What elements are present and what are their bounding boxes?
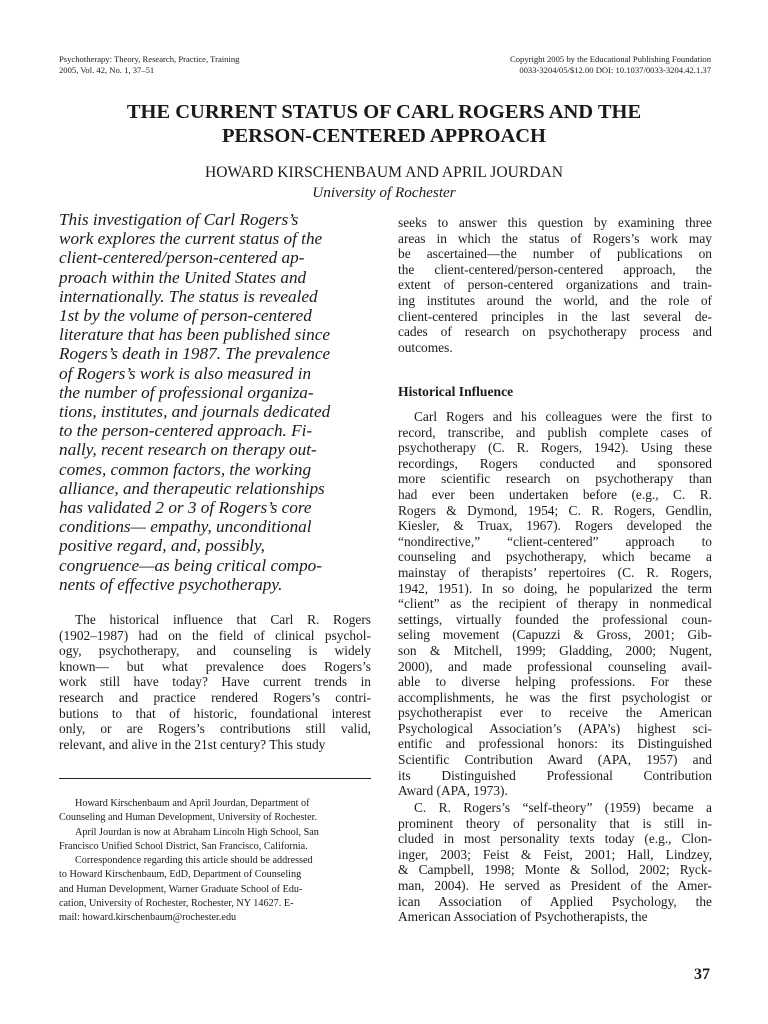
historical-paragraph-1: [398, 409, 712, 799]
text-line: 2000), and made professional counseling avail-: [398, 658, 712, 674]
text-line: son & Mitchell, 1999; Gladding, 2000; Nugent,: [398, 642, 712, 658]
text-line: The historical influence that Carl R. Rogers: [75, 612, 371, 627]
text-line: literature that has been published since: [59, 325, 330, 345]
text-line: comes, common factors, the working: [59, 459, 312, 479]
text-line: “client” as the recipient of therapy in nonmedical: [398, 596, 712, 612]
text-line: be ascertained—the number of publications on: [398, 246, 712, 262]
journal-citation: [59, 54, 239, 75]
text-line: positive regard, and, possibly,: [59, 536, 265, 556]
text-line: able to diverse helping professions. For these: [398, 674, 712, 690]
historical-paragraph-2: [398, 800, 712, 925]
text-line: to the person-centered approach. Fi-: [59, 421, 313, 441]
text-line: 1st by the volume of person-centered: [59, 306, 312, 326]
text-line: (1902–1987) had on the field of clinical psychol-: [59, 627, 371, 643]
text-line: ogy, psychotherapy, and counseling is widely: [59, 643, 371, 659]
text-line: psychotherapist ever to receive the American: [398, 705, 712, 721]
text-line: and Human Development, Warner Graduate School of Edu-: [59, 883, 303, 895]
text-line: research and practice rendered Rogers’s contri-: [59, 689, 371, 705]
text-line: conditions— empathy, unconditional: [59, 517, 312, 537]
intro-continuation: [398, 215, 712, 355]
text-line: Carl Rogers and his colleagues were the first to: [414, 409, 712, 424]
text-line: Award (APA, 1973).: [398, 783, 508, 799]
text-line: congruence—as being critical compo-: [59, 555, 322, 575]
text-line: alliance, and therapeutic relationships: [59, 478, 325, 498]
text-line: Kiesler, & Truax, 1967). Rogers developed the: [398, 518, 712, 534]
text-line: work still have today? Have current trends in: [59, 674, 371, 690]
text-line: relevant, and alive in the 21st century? This study: [59, 736, 326, 752]
text-line: settings, virtually founded the professional coun-: [398, 611, 712, 627]
text-line: cades of research on psychotherapy process and: [398, 324, 712, 340]
author-footnotes: [59, 797, 373, 926]
text-line: areas in which the status of Rogers’s work may: [398, 230, 712, 246]
affiliation: University of Rochester: [312, 184, 456, 201]
text-line: “nondirective,” “client-centered” approach to: [398, 533, 712, 549]
section-heading: Historical Influence: [398, 384, 514, 399]
text-line: seling movement (Capuzzi & Gross, 2001; Gib-: [398, 627, 712, 643]
text-line: man, 2004). He served as President of the Amer-: [398, 877, 712, 893]
text-line: inger, 2003; Feist & Feist, 2001; Hall, Lindzey,: [398, 846, 712, 862]
text-line: prominent theory of personality that is still in-: [398, 815, 712, 831]
text-line: seeks to answer this question by examining three: [398, 215, 712, 230]
text-line: to Howard Kirschenbaum, EdD, Department of Counseling: [59, 869, 302, 881]
text-line: & Campbell, 1998; Monte & Sollod, 2002; Ryck-: [398, 862, 712, 878]
text-line: mail: howard.kirschenbaum@rochester.edu: [59, 912, 237, 924]
text-line: nally, recent research on therapy out-: [59, 440, 317, 460]
text-line: Correspondence regarding this article should be addressed: [75, 855, 313, 867]
text-line: outcomes.: [398, 339, 453, 355]
text-line: extent of person-centered organizations and train-: [398, 277, 712, 293]
text-line: work explores the current status of the: [59, 229, 323, 249]
doi-line: 0033-3204/05/$12.00 DOI: 10.1037/0033-3204.42.1.37: [519, 64, 711, 75]
page-number: 37: [694, 966, 710, 983]
text-line: the number of professional organiza-: [59, 382, 314, 402]
text-line: client-centered/person-centered ap-: [59, 248, 305, 268]
copyright-line: Copyright 2005 by the Educational Publishing Foundation: [510, 54, 711, 64]
text-line: C. R. Rogers’s “self-theory” (1959) became a: [414, 800, 712, 815]
text-line: the client-centered/person-centered approach, the: [398, 261, 712, 277]
text-line: recordings, Rogers conducted and sponsored: [398, 455, 712, 471]
journal-name: Psychotherapy: Theory, Research, Practice, Training: [59, 54, 240, 64]
text-line: Howard Kirschenbaum and April Jourdan, Department of: [75, 798, 310, 809]
text-line: more scientific research on psychotherapy than: [398, 471, 712, 487]
text-line: Francisco Unified School District, San Francisco, California.: [59, 840, 308, 852]
abstract: [59, 210, 371, 594]
footnote-rule: [59, 778, 371, 779]
text-line: Counseling and Human Development, University of Rochester.: [59, 812, 318, 824]
text-line: entific and professional honors: its Distinguished: [398, 736, 712, 752]
title-line: THE CURRENT STATUS OF CARL ROGERS AND THE: [126, 101, 642, 123]
text-line: cation, University of Rochester, Rochester, NY 14627. E-: [59, 898, 294, 910]
text-line: proach within the United States and: [59, 267, 307, 287]
text-line: known— but what prevalence does Rogers’s: [59, 658, 371, 674]
article-title: [40, 100, 728, 148]
journal-volume: 2005, Vol. 42, No. 1, 37–51: [59, 64, 155, 75]
text-line: cluded in most personality texts today (e.g., Clon-: [398, 831, 712, 847]
text-line: ican Association of Applied Psychology, the: [398, 893, 712, 909]
text-line: Rogers’s death in 1987. The prevalence: [59, 344, 331, 364]
text-line: April Jourdan is now at Abraham Lincoln High School, San: [75, 826, 319, 838]
text-line: This investigation of Carl Rogers’s: [59, 210, 299, 229]
text-line: client-centered principles in the last several de-: [398, 308, 712, 324]
text-line: nents of effective psychotherapy.: [59, 574, 283, 594]
text-line: had ever been undertaken before (e.g., C. R.: [398, 486, 712, 502]
text-line: tions, institutes, and journals dedicated: [59, 402, 331, 422]
text-line: Psychological Association’s (APA’s) highest sci-: [398, 720, 712, 736]
text-line: its Distinguished Professional Contribution: [398, 767, 712, 783]
text-line: psychotherapy (C. R. Rogers, 1942). Using these: [398, 440, 712, 456]
text-line: American Association of Psychotherapists, the: [398, 909, 648, 925]
text-line: only, or are Rogers’s contributions still valid,: [59, 721, 371, 737]
text-line: has validated 2 or 3 of Rogers’s core: [59, 498, 312, 518]
intro-paragraph: [59, 612, 371, 752]
text-line: internationally. The status is revealed: [59, 286, 318, 306]
text-line: accomplishments, he was the first psychologist or: [398, 689, 712, 705]
text-line: ing institutes around the world, and the role of: [398, 292, 712, 308]
text-line: of Rogers’s work is also measured in: [59, 363, 312, 383]
title-line: PERSON-CENTERED APPROACH: [221, 125, 547, 147]
text-line: Rogers & Dymond, 1954; C. R. Rogers, Gendlin,: [398, 502, 712, 518]
text-line: Scientific Contribution Award (APA, 1957) and: [398, 752, 712, 768]
text-line: mainstay of therapists’ repertoires (C. R. Rogers,: [398, 564, 712, 580]
text-line: 1942, 1951). In so doing, he popularized the term: [398, 580, 712, 596]
text-line: counseling and psychotherapy, which became a: [398, 549, 712, 565]
authors: HOWARD KIRSCHENBAUM AND APRIL JOURDAN: [204, 164, 564, 181]
text-line: record, transcribe, and publish complete cases of: [398, 424, 712, 440]
copyright-notice: [510, 54, 711, 75]
text-line: butions to that of historic, foundational interest: [59, 705, 371, 721]
